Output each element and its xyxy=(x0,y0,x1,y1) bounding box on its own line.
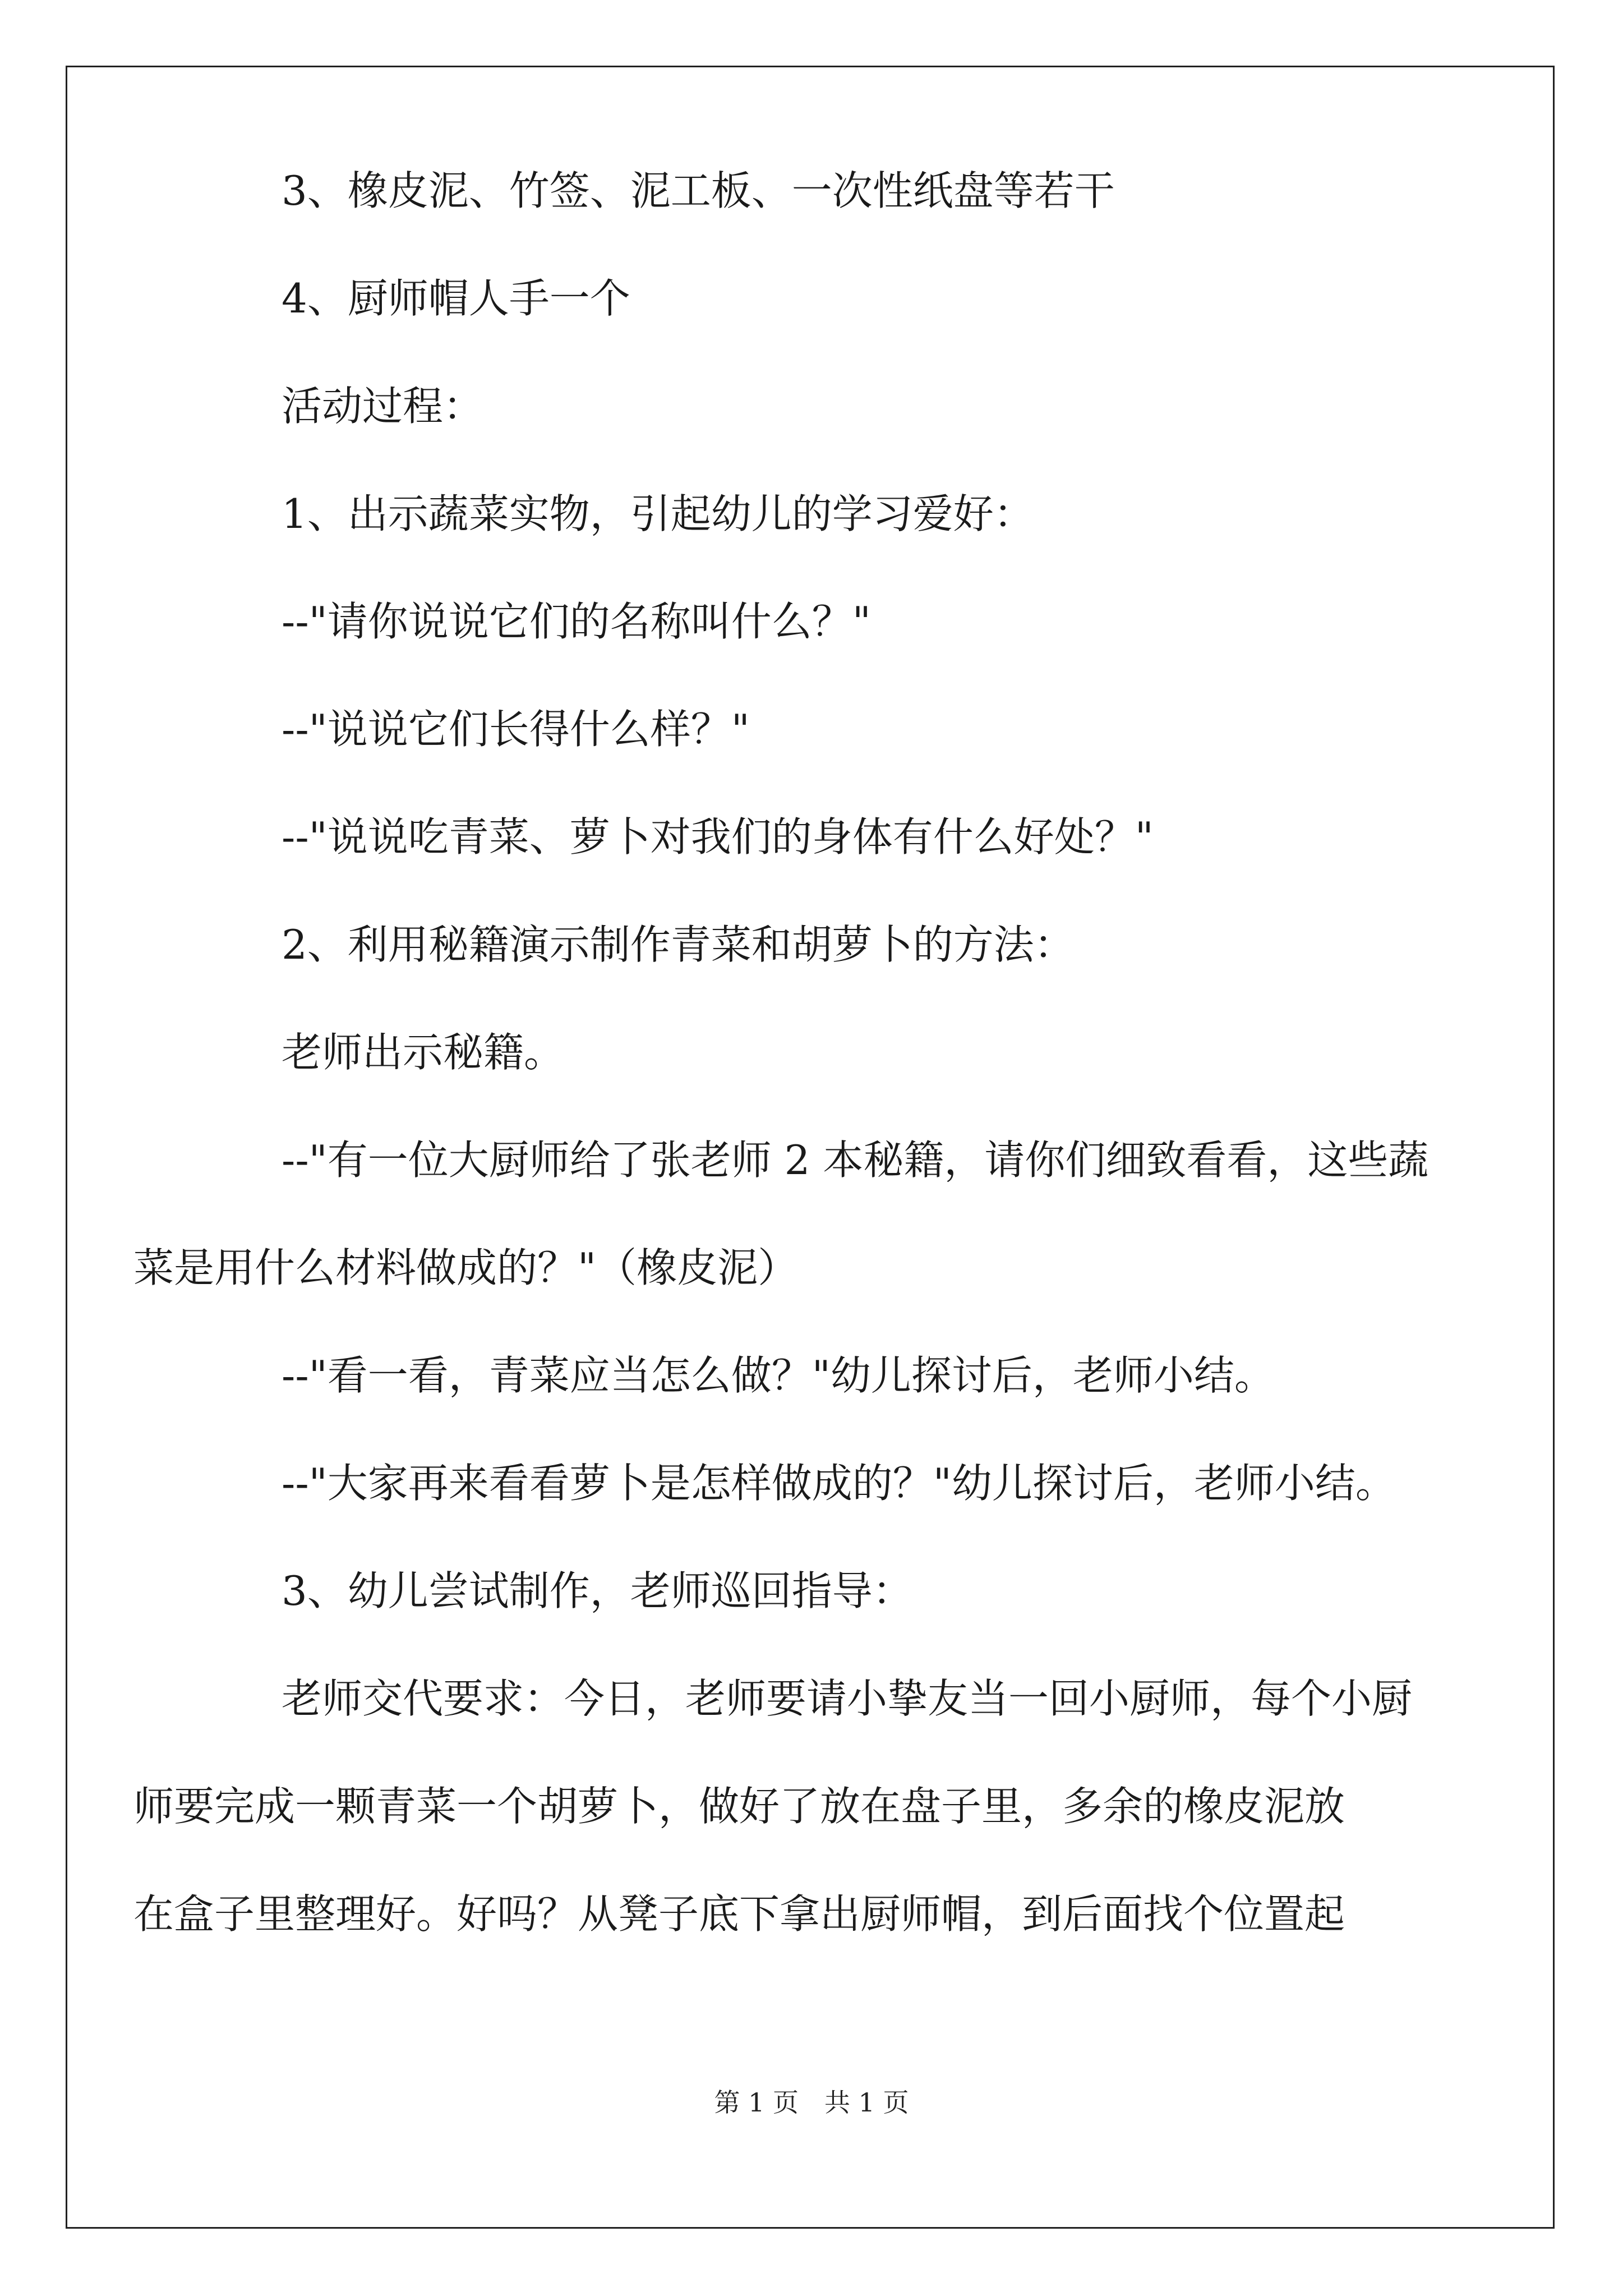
paragraph-question xyxy=(133,815,1491,922)
text-line: 在盒子里整理好。好吗？从凳子底下拿出厨师帽，到后面找个位置起 xyxy=(133,1890,1345,1938)
text-line: --"大家再来看看萝卜是怎样做成的？"幼儿探讨后，老师小结。 xyxy=(282,1460,1396,1507)
paragraph-question xyxy=(133,599,1491,707)
paragraph-question xyxy=(133,707,1491,815)
paragraph-step-2 xyxy=(133,922,1491,1030)
text-line: --"说说吃青菜、萝卜对我们的身体有什么好处？" xyxy=(282,813,1154,861)
text-line: 老师交代要求：今日，老师要请小挚友当一回小厨师，每个小厨 xyxy=(282,1675,1413,1722)
paragraph-materials-4 xyxy=(133,276,1491,384)
text-line: 1、出示蔬菜实物，引起幼儿的学习爱好： xyxy=(282,490,1034,537)
text-line: 师要完成一颗青菜一个胡萝卜，做好了放在盘子里，多余的橡皮泥放 xyxy=(133,1783,1345,1830)
page-number-footer: 第 1 页 共 1 页 xyxy=(714,2087,909,2118)
text-line: --"请你说说它们的名称叫什么？" xyxy=(282,598,871,645)
section-heading-activity-process xyxy=(133,384,1491,491)
paragraph-question xyxy=(133,1461,1491,1568)
text-line: 老师出示秘籍。 xyxy=(282,1029,565,1076)
paragraph-question-secret-book xyxy=(133,1138,1491,1353)
paragraph-teacher-shows xyxy=(133,1030,1491,1138)
paragraph-step-1 xyxy=(133,491,1491,599)
paragraph-step-3 xyxy=(133,1568,1491,1676)
text-line: 菜是用什么材料做成的？"（橡皮泥） xyxy=(133,1244,799,1291)
text-line: 活动过程： xyxy=(282,383,484,430)
text-line: 2、利用秘籍演示制作青菜和胡萝卜的方法： xyxy=(282,921,1075,968)
text-line: 3、橡皮泥、竹签、泥工板、一次性纸盘等若干 xyxy=(282,167,1115,214)
paragraph-question xyxy=(133,1353,1491,1461)
paragraph-materials-3 xyxy=(133,168,1491,276)
text-line: 3、幼儿尝试制作，老师巡回指导： xyxy=(282,1567,913,1614)
document-body xyxy=(133,168,1491,1999)
text-line: --"看一看，青菜应当怎么做？"幼儿探讨后，老师小结。 xyxy=(282,1352,1275,1399)
paragraph-teacher-requirements xyxy=(133,1676,1491,1999)
text-line: --"说说它们长得什么样？" xyxy=(282,706,750,753)
text-line: 4、厨师帽人手一个 xyxy=(282,275,630,322)
text-line: --"有一位大厨师给了张老师 2 本秘籍，请你们细致看看，这些蔬 xyxy=(282,1137,1429,1184)
